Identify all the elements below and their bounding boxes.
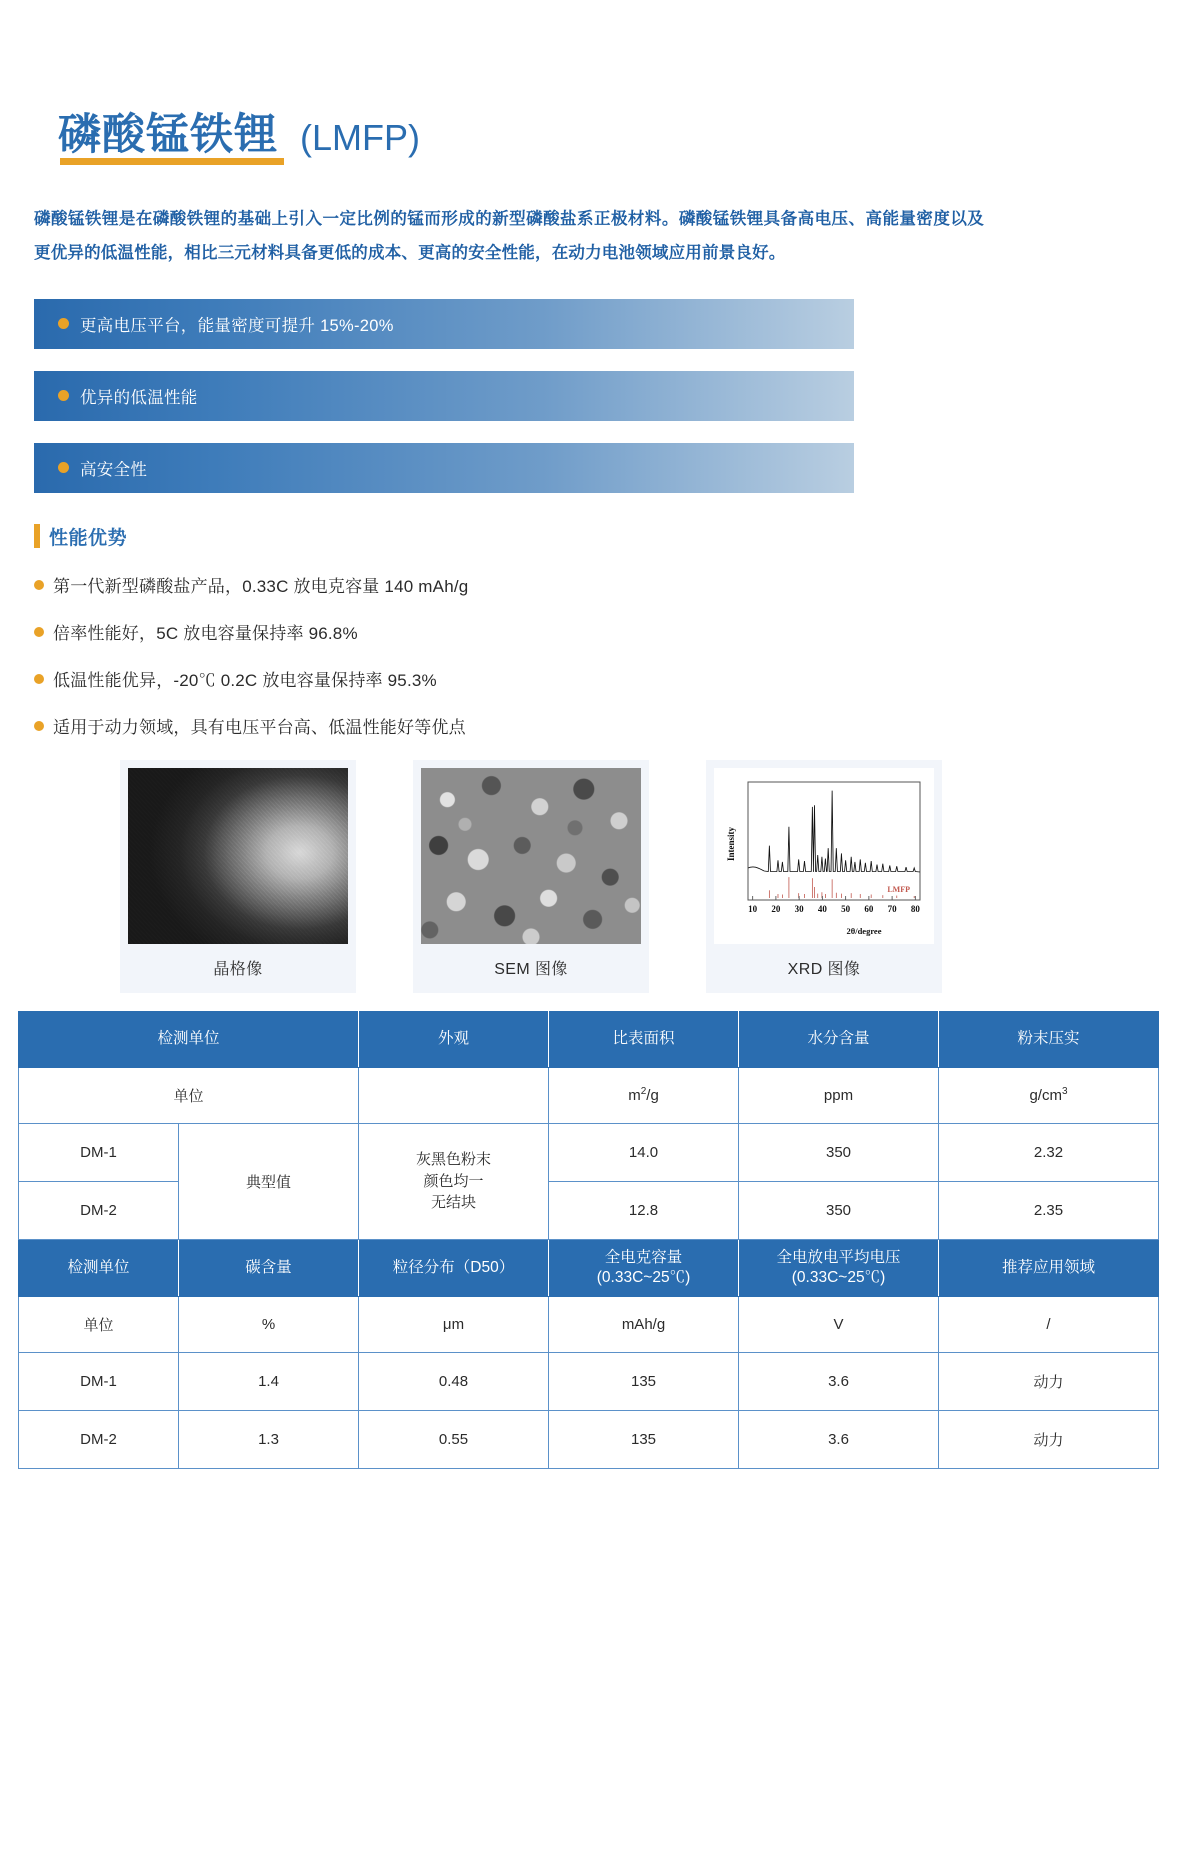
image-card-sem [413,760,649,993]
unit-density: $g/cm^3$ [939,1067,1159,1123]
list-item [34,572,1200,597]
table-row [19,1352,1159,1410]
unit-d50: μm [359,1296,549,1352]
feature-bar-label: 优异的低温性能 [80,388,198,407]
unit-application: / [939,1296,1159,1352]
xrd-xtick-label: 40 [817,903,827,914]
xrd-xtick-label: 80 [910,903,920,914]
list-item [34,713,1200,738]
list-item-label: 适用于动力领域，具有电压平台高、低温性能好等优点 [53,717,466,737]
column-header: 外观 [359,1011,549,1067]
density-value: 2.32 [939,1123,1159,1181]
capacity-value: 135 [549,1410,739,1468]
xrd-plot-image [714,768,934,944]
list-item-label: 第一代新型磷酸盐产品，0.33C 放电克容量 140 mAh/g [53,576,469,596]
spec-table-1 [18,1011,1159,1240]
xrd-chart-svg [714,768,934,944]
application-value: 动力 [939,1352,1159,1410]
table-header-row [19,1240,1159,1296]
column-header: 比表面积 [549,1011,739,1067]
image-card-caption: 晶格像 [213,960,263,978]
table-row-unit [19,1067,1159,1123]
unit-label: 单位 [19,1296,179,1352]
image-card-xrd [706,760,942,993]
column-header: 检测单位 [19,1240,179,1296]
table-row [19,1123,1159,1181]
table-row [19,1410,1159,1468]
page-title-cn-text: 磷酸锰铁锂 [58,111,278,159]
section-heading-performance [34,523,1200,550]
xrd-xlabel: 2θ/degree [846,925,882,936]
unit-label: 单位 [19,1067,359,1123]
sample-name: DM-1 [19,1352,179,1410]
column-header [549,1240,739,1296]
list-item [34,666,1200,691]
bullet-dot-icon [34,674,44,684]
xrd-ylabel: Intensity [726,826,736,861]
column-header-line2: (0.33C~25℃) [791,1269,886,1287]
image-card-caption: XRD 图像 [787,960,861,978]
carbon-value: 1.3 [179,1410,359,1468]
table-row-unit [19,1296,1159,1352]
d50-value: 0.48 [359,1352,549,1410]
feature-bar [34,371,854,421]
feature-bar [34,299,854,349]
table-header-row [19,1011,1159,1067]
ssa-value: 14.0 [549,1123,739,1181]
unit-moisture: ppm [739,1067,939,1123]
list-item [34,619,1200,644]
column-header: 粉末压实 [939,1011,1159,1067]
column-header: 水分含量 [739,1011,939,1067]
lattice-texture [128,768,348,944]
sample-name: DM-2 [19,1410,179,1468]
column-header: 碳含量 [179,1240,359,1296]
feature-bar-label: 更高电压平台，能量密度可提升 15%-20% [80,316,394,335]
page-title-en: (LMFP) [300,117,420,159]
column-header: 检测单位 [19,1011,359,1067]
image-card-lattice [120,760,356,993]
appearance-value: 灰黑色粉末 颜色均一 无结块 [359,1123,549,1239]
column-header: 推荐应用领域 [939,1240,1159,1296]
list-item-label: 低温性能优异，-20℃ 0.2C 放电容量保持率 95.3% [53,670,437,690]
sem-micrograph-image [421,768,641,944]
voltage-value: 3.6 [739,1410,939,1468]
xrd-xtick-label: 30 [794,903,804,914]
micrograph-card-list [120,760,1200,993]
sample-name: DM-2 [19,1181,179,1239]
xrd-xtick-label: 70 [887,903,897,914]
column-header: 粒径分布（D50） [359,1240,549,1296]
unit-appearance [359,1067,549,1123]
feature-bar-list [34,299,854,493]
d50-value: 0.55 [359,1410,549,1468]
typical-value-label: 典型值 [179,1123,359,1239]
feature-bar [34,443,854,493]
section-accent-bar [34,524,40,548]
sample-name: DM-1 [19,1123,179,1181]
xrd-legend-label: LMFP [887,884,910,894]
title-underline-accent [60,158,284,165]
image-card-caption: SEM 图像 [494,960,568,978]
bullet-dot-icon [58,390,69,401]
bullet-dot-icon [34,627,44,637]
unit-capacity: mAh/g [549,1296,739,1352]
capacity-value: 135 [549,1352,739,1410]
list-item-label: 倍率性能好，5C 放电容量保持率 96.8% [53,623,358,643]
feature-bar-label: 高安全性 [80,460,148,479]
application-value: 动力 [939,1410,1159,1468]
carbon-value: 1.4 [179,1352,359,1410]
bullet-dot-icon [58,462,69,473]
xrd-xtick-label: 50 [841,903,851,914]
column-header-line1: 全电放电平均电压 [776,1248,901,1266]
ssa-value: 12.8 [549,1181,739,1239]
bullet-dot-icon [58,318,69,329]
section-heading-label: 性能优势 [49,527,128,549]
page-title-cn [58,112,278,163]
unit-voltage: V [739,1296,939,1352]
xrd-xtick-label: 20 [771,903,781,914]
xrd-chart [714,768,934,944]
moisture-value: 350 [739,1181,939,1239]
voltage-value: 3.6 [739,1352,939,1410]
xrd-xtick-label: 60 [864,903,874,914]
unit-carbon: % [179,1296,359,1352]
page-title [0,0,1200,163]
unit-ssa: $m^2/g$ [549,1067,739,1123]
sem-texture [421,768,641,944]
xrd-xtick-label: 10 [748,903,758,914]
column-header-line1: 全电克容量 [604,1248,683,1266]
bullet-dot-icon [34,580,44,590]
performance-bullet-list [34,572,1200,738]
column-header-line2: (0.33C~25℃) [596,1269,691,1287]
bullet-dot-icon [34,721,44,731]
lattice-micrograph-image [128,768,348,944]
intro-paragraph: 磷酸锰铁锂是在磷酸铁锂的基础上引入一定比例的锰而形成的新型磷酸盐系正极材料。磷酸锰铁锂具备高电压、高能量密度以及更优异的低温性能，相比三元材料具备更低的成本、更高的安全性能，在动力电池领域应用前景良好。 [34,210,984,263]
density-value: 2.35 [939,1181,1159,1239]
column-header [739,1240,939,1296]
spec-table-2 [18,1240,1159,1469]
moisture-value: 350 [739,1123,939,1181]
